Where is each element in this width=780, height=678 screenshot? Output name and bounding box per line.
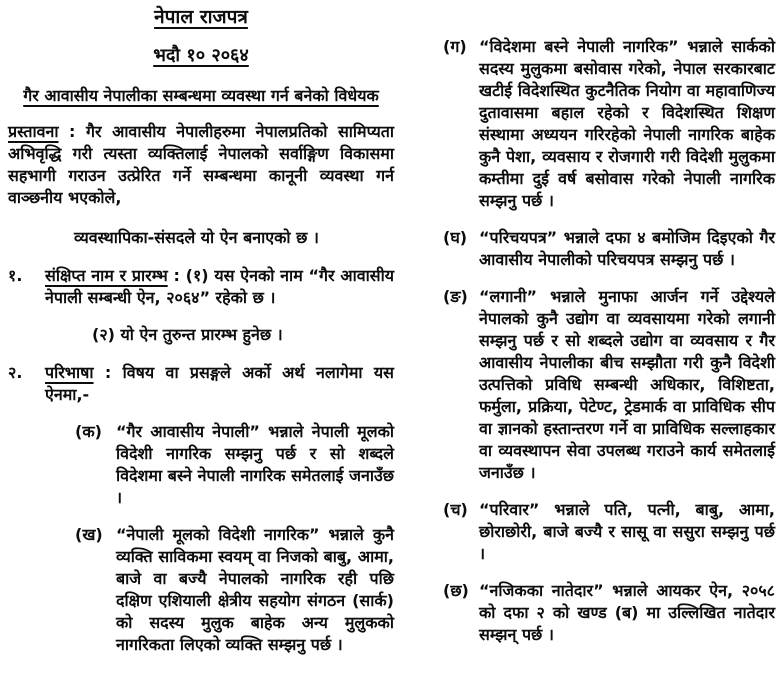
definition-nga (443, 286, 775, 484)
definition-ga-text: “विदेशमा बस्ने नेपाली नागरिक” भन्नाले सार्कको सदस्य मुलुकमा बसोवास गरेको, नेपाल सरकारबाट खटीई विदेशस्थित कुटनैतिक नियोग वा महावाणिज्य दुतावासमा बहाल रहेको र विदेशस्थित शिक्षण संस्थामा अध्ययन गरिरहेको नेपाली नागरिक बाहेक कुनै पेशा, व्यवसाय र रोजगारी गरी विदेशी मुलुकमा कम्तीमा दुई वर्ष बसोवास गरेको नेपाली नागरिक सम्झनु पर्छ । (479, 37, 775, 210)
enactment-clause: व्यवस्थापिका-संसदले यो ऐन बनाएको छ । (74, 228, 319, 247)
preamble-label: प्रस्तावना (8, 122, 59, 141)
definition-kha (75, 524, 394, 656)
section-2 (8, 362, 394, 406)
section-2-heading: परिभाषा (45, 363, 94, 382)
definition-ga-label: (ग) (443, 37, 467, 56)
definition-cha-label: (च) (443, 500, 468, 519)
definition-kha-text: “नेपाली मूलको विदेशी नागरिक” भन्नाले कुनै व्यक्ति साविकमा स्वयम् वा निजको बाबु, आमा, बाजे वा बज्यै नेपालको नागरिक रही पछि दक्षिण एशियाली क्षेत्रीय सहयोग संगठन (सार्क) को सदस्य मुलुक बाहेक अन्य मुलुकको नागरिकता लिएको व्यक्ति सम्झनु पर्छ । (116, 525, 394, 654)
definition-chha (443, 580, 775, 646)
definition-ka-label: (क) (75, 422, 102, 441)
section-2-body (45, 362, 394, 406)
definition-gha-text: “परिचयपत्र” भन्नाले दफा ४ बमोजिम दिइएको गैर आवासीय नेपालीको परिचयपत्र सम्झनु पर्छ । (479, 228, 775, 269)
section-2-number: २. (8, 363, 23, 382)
section-2-text: : विषय वा प्रसङ्गले अर्को अर्थ नलागेमा यस ऐनमा,- (45, 363, 394, 404)
preamble-text: : गैर आवासीय नेपालीहरुमा नेपालप्रतिको सामिप्यता अभिवृद्धि गरी त्यस्ता व्यक्तिलाई नेपालको सर्वाङ्गिण विकासमा सहभागी गराउन उत्प्रेरित गर्ने सम्बन्धमा कानूनी व्यवस्था गर्न वाञ्छनीय भएकोले, (8, 122, 394, 207)
definition-nga-text: “लगानी” भन्नाले मुनाफा आर्जन गर्ने उद्देश्यले नेपालको कुनै उद्योग वा व्यवसायमा गरेको लगानी सम्झनु पर्छ र सो शब्दले उद्योग वा व्यवसाय र गैर आवासीय नेपालीका बीच सम्झौता गरी कुनै विदेशी उत्पत्तिको प्रविधि सम्बन्धी अधिकार, विशिष्टता, फर्मुला, प्रक्रिया, पेटेण्ट, ट्रेडमार्क वा प्राविधिक सीप वा ज्ञानको हस्तान्तरण गर्ने वा प्राविधिक सल्लाहकार वा व्यवस्थापन सेवा उपलब्ध गराउने कार्य समेतलाई जनाउँछ । (479, 287, 775, 482)
definition-nga-label: (ङ) (443, 287, 468, 306)
left-column (8, 0, 394, 656)
bill-title: गैर आवासीय नेपालीका सम्बन्धमा व्यवस्था गर्न बनेको विधेयक (23, 86, 379, 105)
definition-ka (75, 421, 394, 509)
section-1-heading: संक्षिप्त नाम र प्रारम्भ (45, 266, 168, 285)
definition-cha (443, 499, 775, 565)
definition-kha-label: (ख) (75, 525, 103, 544)
section-1-subclause-2: (२) यो ऐन तुरुन्त प्रारम्भ हुनेछ । (92, 325, 283, 344)
preamble-paragraph (8, 121, 394, 209)
section-1-number: १. (8, 266, 23, 285)
section-1-text: : (१) यस ऐनको नाम “गैर आवासीय नेपाली सम्बन्धी ऐन, २०६४” रहेको छ । (45, 266, 394, 307)
definition-gha-label: (घ) (443, 228, 468, 247)
definition-ga (443, 36, 775, 212)
gazette-name: नेपाल राजपत्र (154, 6, 248, 28)
section-1 (8, 265, 394, 309)
right-column (443, 36, 775, 646)
definition-gha (443, 227, 775, 271)
definition-chha-label: (छ) (443, 581, 469, 600)
definition-ka-text: “गैर आवासीय नेपाली” भन्नाले नेपाली मूलको विदेशी नागरिक सम्झनु पर्छ र सो शब्दले विदेशमा बस्ने नेपाली नागरिक समेतलाई जनाउँछ । (116, 422, 394, 507)
section-1-body (45, 265, 394, 309)
definition-chha-text: “नजिकका नातेदार” भन्नाले आयकर ऐन, २०५८ को दफा २ को खण्ड (ब) मा उल्लिखित नातेदार सम्झन् पर्छ । (479, 581, 775, 644)
gazette-date: भदौ १० २०६४ (153, 45, 249, 66)
definition-cha-text: “परिवार” भन्नाले पति, पत्नी, बाबु, आमा, छोराछोरी, बाजे बज्यै र सासू वा ससुरा सम्झनु पर्छ । (479, 500, 775, 563)
